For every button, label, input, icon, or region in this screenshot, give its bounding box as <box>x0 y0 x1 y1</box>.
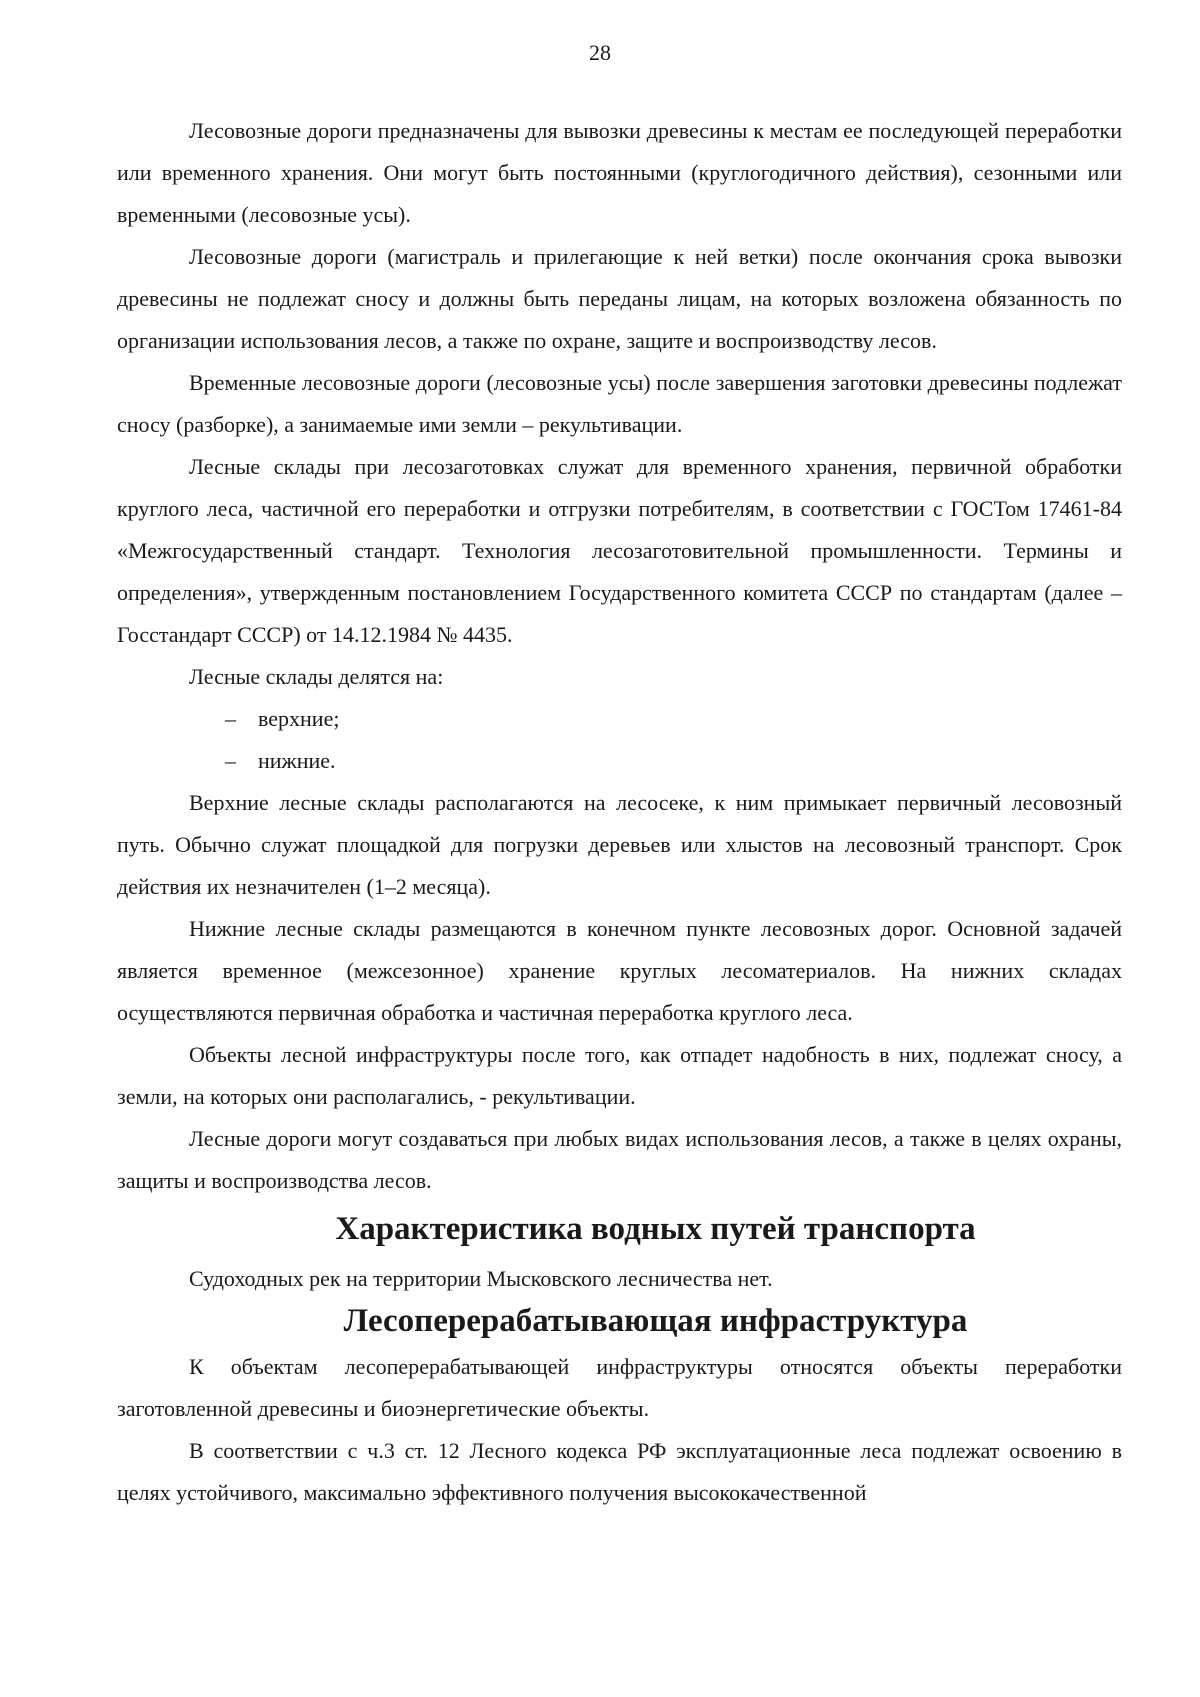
document-body <box>117 110 1122 1514</box>
paragraph-lower-warehouses: Нижние лесные склады размещаются в конечном пункте лесовозных дорог. Основной задачей является временное (межсезонное) хранение круглых лесоматериалов. На нижних складах осуществляются первичная обработка и частичная переработка круглого леса. <box>117 916 1122 1025</box>
paragraph-forest-warehouses: Лесные склады при лесозаготовках служат для временного хранения, первичной обработки круглого леса, частичной его переработки и отгрузки потребителям, в соответствии с ГОСТом 17461-84 «Межгосударственный стандарт. Технология лесозаготовительной промышленности. Термины и определения», утвержденным постановлением Государственного комитета СССР по стандартам (далее – Госстандарт СССР) от 14.12.1984 № 4435. <box>117 454 1122 647</box>
heading-water-transport: Характеристика водных путей транспорта <box>335 1211 976 1247</box>
paragraph-forest-roads: Лесные дороги могут создаваться при любых видах использования лесов, а также в целях охраны, защиты и воспроизводства лесов. <box>117 1126 1122 1193</box>
paragraph-logging-roads-purpose: Лесовозные дороги предназначены для вывозки древесины к местам ее последующей переработки или временного хранения. Они могут быть постоянными (круглогодичного действия), сезонными или временными (лесовозные усы). <box>117 118 1122 227</box>
paragraph-processing-objects: К объектам лесоперерабатывающей инфраструктуры относятся объекты переработки заготовленной древесины и биоэнергетические объекты. <box>117 1354 1122 1421</box>
list-item <box>117 740 1122 782</box>
paragraph-infrastructure-removal: Объекты лесной инфраструктуры после того, как отпадет надобность в них, подлежат сносу, а земли, на которых они располагались, - рекультивации. <box>117 1042 1122 1109</box>
page-number: 28 <box>589 40 611 65</box>
dash-bullet-icon: – <box>225 706 236 731</box>
list-item-text: верхние; <box>258 706 340 731</box>
paragraph-temporary-roads: Временные лесовозные дороги (лесовозные усы) после завершения заготовки древесины подлежат сносу (разборке), а занимаемые ими земли – рекультивации. <box>117 370 1122 437</box>
paragraph-warehouses-types: Лесные склады делятся на: <box>189 664 444 689</box>
dash-bullet-icon: – <box>225 748 236 773</box>
warehouse-types-list <box>117 698 1122 782</box>
list-item <box>117 698 1122 740</box>
heading-processing-infrastructure: Лесоперерабатывающая инфраструктура <box>343 1303 968 1339</box>
paragraph-upper-warehouses: Верхние лесные склады располагаются на лесосеке, к ним примыкает первичный лесовозный путь. Обычно служат площадкой для погрузки деревьев или хлыстов на лесовозный транспорт. Срок действия их незначителен (1–2 месяца). <box>117 790 1122 899</box>
paragraph-forest-code: В соответствии с ч.3 ст. 12 Лесного кодекса РФ эксплуатационные леса подлежат освоению в целях устойчивого, максимально эффективного получения высококачественной <box>117 1438 1122 1505</box>
paragraph-logging-roads-transfer: Лесовозные дороги (магистраль и прилегающие к ней ветки) после окончания срока вывозки древесины не подлежат сносу и должны быть переданы лицам, на которых возложена обязанность по организации использования лесов, а также по охране, защите и воспроизводству лесов. <box>117 244 1122 353</box>
paragraph-navigable-rivers: Судоходных рек на территории Мысковского лесничества нет. <box>189 1266 773 1291</box>
list-item-text: нижние. <box>258 748 336 773</box>
